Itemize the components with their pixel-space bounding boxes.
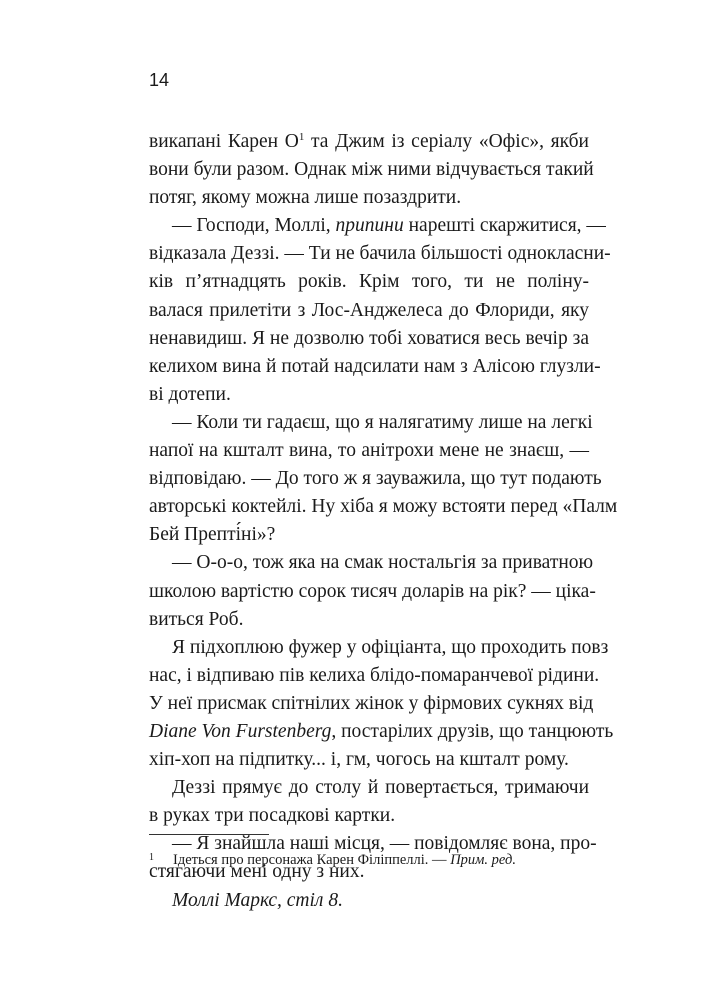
text-line: — О-о-о, тож яка на смак ностальгія за приватною [172,552,594,574]
text-line: стягаючи мені одну з них. [149,861,365,883]
main-text [149,128,618,915]
text-line: — Я знайшла наші місця, — повідомляє вона, про- [172,833,597,855]
text-line: авторські коктейлі. Ну хіба я можу встояти перед «Палм [149,496,618,518]
footnote-text: Ідеться про персонажа Карен Філіппеллі. — [173,852,451,868]
text-line: валася прилетіти з Лос-Анджелеса до Флориди, яку [149,299,589,321]
text-line: напої на кшталт вина, то анітрохи мене не знаєш, — [149,440,589,462]
text-line: келихом вина й потай надсилати нам з Алісою глузли- [149,355,601,377]
text-line: викапані Карен $О^1$ та Джим із серіалу «Офіс», якби [149,131,589,152]
text-line: ненавидиш. Я не дозволю тобі ховатися весь вечір за [149,327,589,349]
text-line: відказала Деззі. — Ти не бачила більшості однокласни- [149,243,611,265]
footnote-editor-note: Прим. ред. [450,852,516,868]
text-line: ві дотепи. [149,383,231,405]
text-line: — Коли ти гадаєш, що я налягатиму лише на легкі [172,411,593,433]
text-line: У неї присмак спітнілих жінок у фірмових сукнях від [149,692,594,714]
text-line: виться Роб. [149,608,244,630]
text-line: відповідаю. — До того ж я зауважила, що тут подають [149,468,602,490]
italic-brand-name: Diane Von Furstenberg [149,720,332,742]
text-line: Бей Препті́ні»? [149,524,276,546]
footnote: 1 Ідеться про персонажа Карен Філіппеллі. — Прим. ред. [149,852,516,868]
text-line: Я підхоплюю фужер у офіціанта, що проходить повз [172,636,609,658]
text-line: вони були разом. Однак між ними відчувається такий [149,159,594,181]
page-number: 14 [149,70,170,90]
italic-emphasis: припини [335,215,404,237]
text-line: нас, і відпиваю пів келиха блідо-помаранчевої рідини. [149,664,600,686]
footnote-ref: 1 [298,131,305,143]
text-line: хіп-хоп на підпитку... і, гм, чогось на кшталт рому. [149,749,569,771]
text-line: в руках три посадкові картки. [149,805,396,827]
text-line: — Господи, Моллі, припини нарешті скаржитися, — [172,215,606,237]
footnote-divider [149,834,269,835]
text-line: потяг, якому можна лише позаздрити. [149,187,462,209]
text-line: Деззі прямує до столу й повертається, тримаючи [172,777,589,799]
italic-card-text: Моллі Маркс, стіл 8. [172,889,343,911]
text-line [149,887,589,915]
text-line: ків п’ятнадцять років. Крім того, ти не поліну- [149,271,589,293]
text-line: Diane Von Furstenberg, постарілих друзів, що танцюють [149,720,614,742]
text-line: школою вартістю сорок тисяч доларів на рік? — ціка- [149,580,596,602]
